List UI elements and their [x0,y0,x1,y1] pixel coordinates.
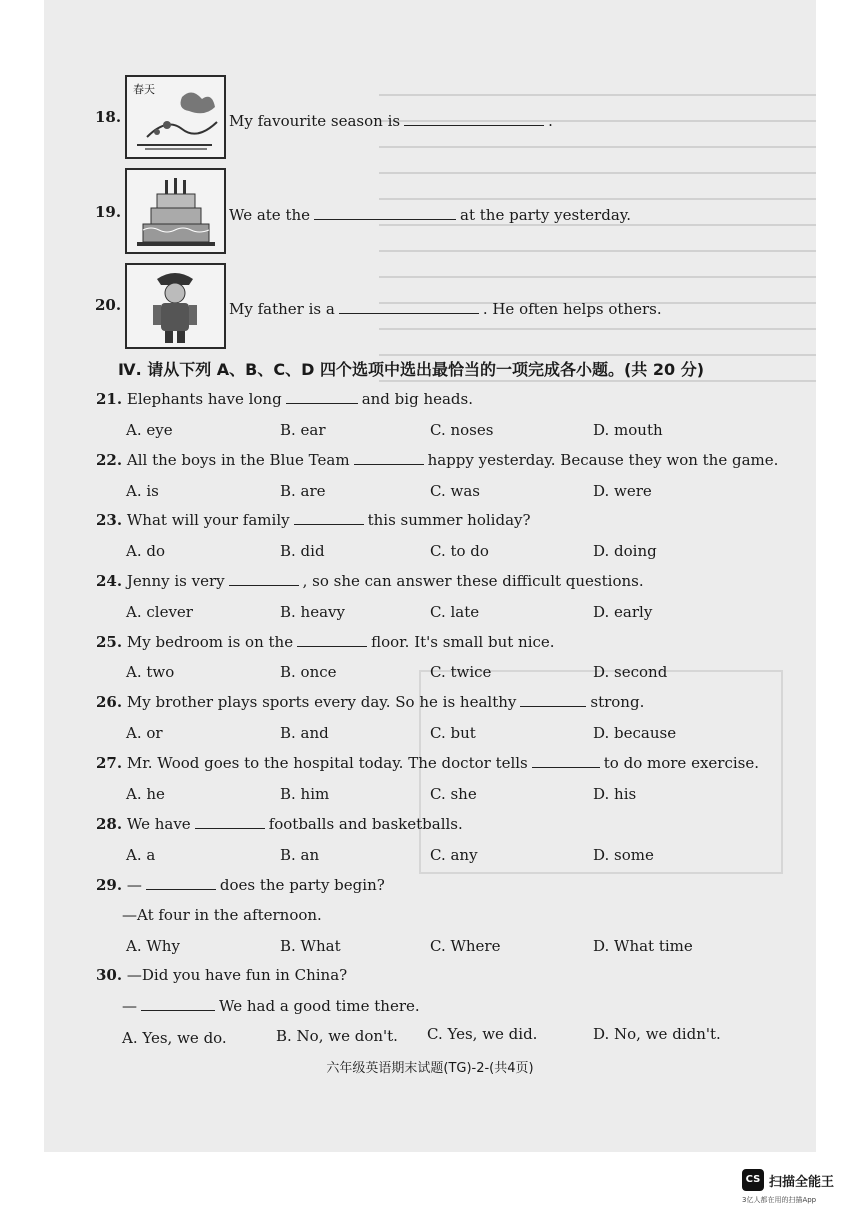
question-26 [96,693,644,711]
option-c[interactable]: C. any [430,846,478,864]
q18-text [229,112,553,130]
q19-answer-blank[interactable] [314,218,456,220]
question-stem-before: Mr. Wood goes to the hospital today. The doctor tells [126,754,528,772]
q18-before: My favourite season is [229,112,401,130]
option-d[interactable]: D. What time [593,937,693,955]
camscanner-logo-icon: CS [742,1169,764,1191]
q19-number: 19. [95,203,122,221]
question-25 [96,633,555,651]
question-stem-before: My bedroom is on the [126,633,294,651]
q20-number: 20. [95,296,122,314]
question-stem-before: My brother plays sports every day. So he is healthy [126,693,517,711]
q20-after: . He often helps others. [482,300,662,318]
option-d[interactable]: D. because [593,724,677,742]
q20-before: My father is a [229,300,335,318]
option-c[interactable]: C. Yes, we did. [427,1025,538,1043]
answer-blank[interactable] [354,463,424,465]
birthday-cake-picture [125,168,226,254]
answer-blank[interactable] [520,705,586,707]
option-d[interactable]: D. early [593,603,653,621]
option-a[interactable]: A. he [126,785,165,803]
birthday-cake-image [127,170,224,252]
dialogue-reply [122,997,420,1015]
q18-after: . [548,112,553,130]
question-23 [96,511,531,529]
spring-scene-image [127,77,224,157]
picture-label: 春天 [133,83,155,96]
question-stem-before: We have [126,815,191,833]
option-c[interactable]: C. noses [430,421,494,439]
option-d[interactable]: D. some [593,846,654,864]
police-officer-picture [125,263,226,349]
question-number: 23. [96,511,123,529]
option-b[interactable]: B. him [280,785,330,803]
answer-blank[interactable] [229,584,299,586]
option-c[interactable]: C. late [430,603,480,621]
option-b[interactable]: B. are [280,482,326,500]
option-c[interactable]: C. to do [430,542,489,560]
question-number: 25. [96,633,123,651]
option-b[interactable]: B. an [280,846,320,864]
answer-blank[interactable] [286,402,358,404]
answer-blank[interactable] [294,523,364,525]
question-27 [96,754,759,772]
option-a[interactable]: A. is [126,482,159,500]
question-number: 26. [96,693,123,711]
answer-blank[interactable] [141,1009,215,1011]
option-d[interactable]: D. No, we didn't. [593,1025,721,1043]
q18-answer-blank[interactable] [404,124,544,126]
question-stem-after: this summer holiday? [367,511,531,529]
answer-blank[interactable] [532,766,600,768]
option-d[interactable]: D. doing [593,542,657,560]
question-stem-after: does the party begin? [219,876,385,894]
option-b[interactable]: B. heavy [280,603,345,621]
dialogue-reply: —At four in the afternoon. [122,906,322,924]
option-b[interactable]: B. ear [280,421,326,439]
answer-blank[interactable] [195,827,265,829]
q19-after: at the party yesterday. [460,206,632,224]
question-number: 21. [96,390,123,408]
option-a[interactable]: A. clever [126,603,193,621]
question-stem-before: What will your family [126,511,290,529]
option-a[interactable]: A. or [126,724,163,742]
option-d[interactable]: D. second [593,663,668,681]
option-c[interactable]: C. but [430,724,476,742]
q18-number: 18. [95,108,122,126]
question-number: 22. [96,451,123,469]
question-stem-before: All the boys in the Blue Team [126,451,350,469]
question-stem-before: Jenny is very [126,572,225,590]
option-a[interactable]: A. eye [126,421,173,439]
question-24 [96,572,644,590]
question-stem-after: , so she can answer these difficult questions. [302,572,644,590]
option-a[interactable]: A. do [126,542,166,560]
question-number: 24. [96,572,123,590]
dialogue-line: —Did you have fun in China? [126,966,348,984]
watermark-app-name: 扫描全能王 [769,1175,835,1190]
question-21 [96,390,473,408]
option-d[interactable]: D. his [593,785,637,803]
option-a[interactable]: A. Why [126,937,180,955]
option-c[interactable]: C. Where [430,937,501,955]
question-22 [96,451,778,469]
option-c[interactable]: C. was [430,482,480,500]
option-d[interactable]: D. were [593,482,652,500]
question-stem-after: strong. [590,693,645,711]
question-stem-after: floor. It's small but nice. [371,633,555,651]
option-a[interactable]: A. Yes, we do. [122,1029,227,1047]
question-29 [96,876,385,894]
question-number: 30. [96,966,123,984]
option-b[interactable]: B. did [280,542,325,560]
option-c[interactable]: C. she [430,785,477,803]
question-30 [96,966,347,984]
question-28 [96,815,463,833]
police-officer-image [127,265,224,347]
option-d[interactable]: D. mouth [593,421,663,439]
q19-before: We ate the [229,206,311,224]
question-stem-after: footballs and basketballs. [268,815,463,833]
option-b[interactable]: B. once [280,663,337,681]
question-number: 27. [96,754,123,772]
option-b[interactable]: B. and [280,724,329,742]
question-stem-before: Elephants have long [126,390,282,408]
option-a[interactable]: A. a [126,846,156,864]
question-number: 29. [96,876,123,894]
q19-text [229,206,631,224]
question-stem-after: and big heads. [361,390,473,408]
dialogue-dash: — [126,876,142,894]
option-b[interactable]: B. No, we don't. [276,1027,398,1045]
option-b[interactable]: B. What [280,937,341,955]
answer-blank[interactable] [297,645,367,647]
q20-answer-blank[interactable] [339,312,479,314]
dialogue-reply-text: We had a good time there. [219,997,420,1015]
watermark-tagline: 3亿人都在用的扫描App [742,1196,817,1204]
option-a[interactable]: A. two [126,663,175,681]
page-footer: 六年级英语期末试题(TG)-2-(共4页) [326,1061,534,1076]
section-heading: Ⅳ. 请从下列 A、B、C、D 四个选项中选出最恰当的一项完成各小题。(共 20 分) [118,360,705,379]
answer-blank[interactable] [146,888,216,890]
question-number: 28. [96,815,123,833]
question-stem-after: happy yesterday. Because they won the game. [427,451,779,469]
spring-scene-picture [125,75,226,159]
dialogue-dash: — [122,997,137,1015]
question-stem-after: to do more exercise. [603,754,759,772]
q20-text [229,300,662,318]
option-c[interactable]: C. twice [430,663,492,681]
